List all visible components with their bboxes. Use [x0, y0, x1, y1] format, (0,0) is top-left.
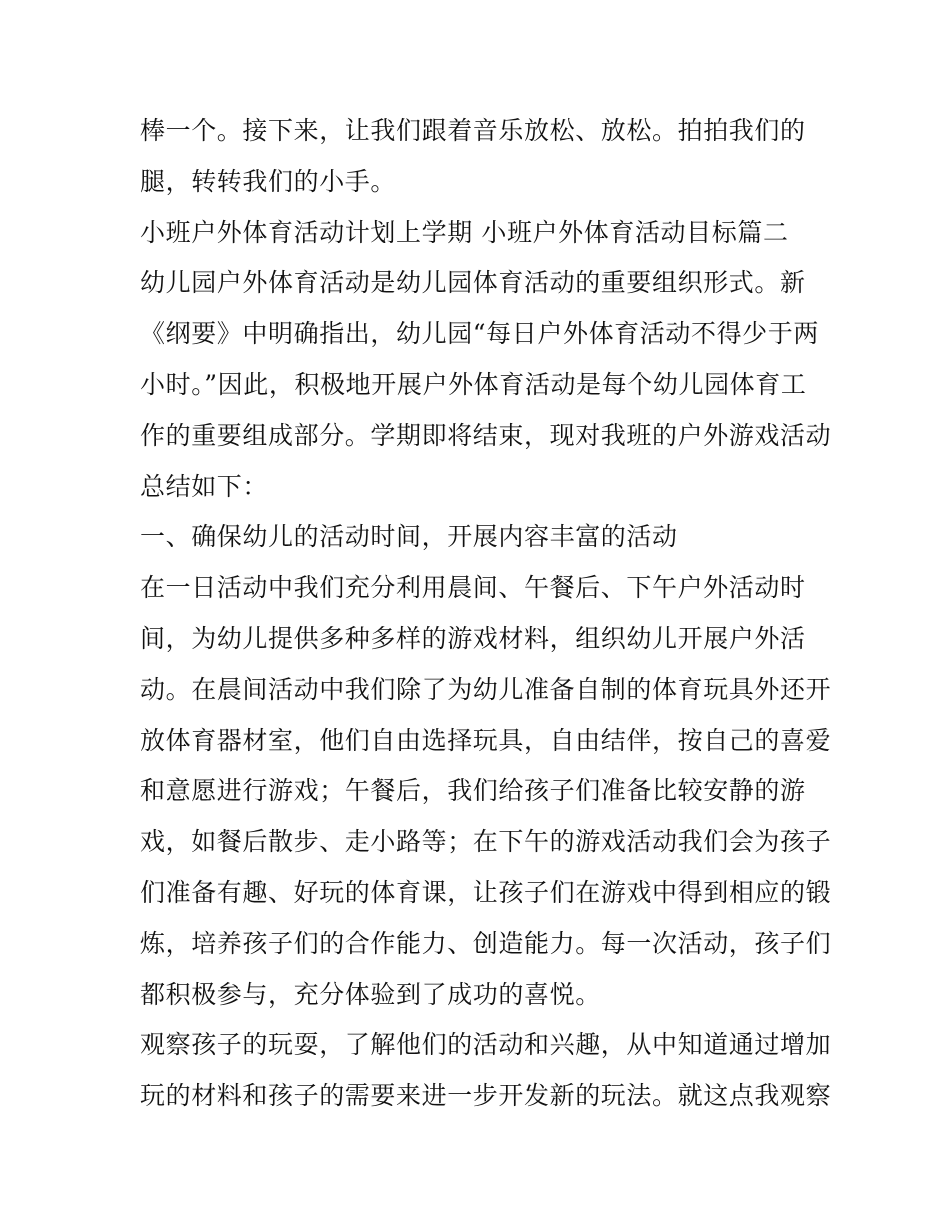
text-line: 幼儿园户外体育活动是幼儿园体育活动的重要组织形式。新: [140, 268, 806, 298]
text-line: 动。在晨间活动中我们除了为幼儿准备自制的体育玩具外还开: [140, 674, 832, 704]
text-line: 在一日活动中我们充分利用晨间、午餐后、下午户外活动时: [140, 573, 806, 603]
text-line: 腿，转转我们的小手。: [140, 166, 397, 196]
document-body: [140, 106, 832, 1122]
text-line: 《纲要》中明确指出，幼儿园“每日户外体育活动不得少于两: [140, 319, 819, 349]
text-line: 都积极参与，充分体验到了成功的喜悦。: [140, 979, 601, 1009]
text-line: 和意愿进行游戏；午餐后，我们给孩子们准备比较安静的游: [140, 776, 806, 806]
text-line: 炼，培养孩子们的合作能力、创造能力。每一次活动，孩子们: [140, 928, 832, 958]
text-line: 总结如下：: [140, 471, 269, 501]
text-line: 作的重要组成部分。学期即将结束，现对我班的户外游戏活动: [140, 420, 832, 450]
text-line: 戏，如餐后散步、走小路等；在下午的游戏活动我们会为孩子: [140, 827, 832, 857]
text-line: 们准备有趣、好玩的体育课，让孩子们在游戏中得到相应的锻: [140, 877, 832, 907]
text-line: 玩的材料和孩子的需要来进一步开发新的玩法。就这点我观察: [140, 1081, 832, 1111]
subheading: 一、确保幼儿的活动时间，开展内容丰富的活动: [140, 522, 678, 552]
text-line: 放体育器材室，他们自由选择玩具，自由结伴，按自己的喜爱: [140, 725, 832, 755]
section-heading: 小班户外体育活动计划上学期 小班户外体育活动目标篇二: [140, 217, 789, 247]
text-line: 间，为幼儿提供多种多样的游戏材料，组织幼儿开展户外活: [140, 623, 806, 653]
text-line: 棒一个。接下来，让我们跟着音乐放松、放松。拍拍我们的: [140, 116, 806, 145]
text-line: 小时。”因此，积极地开展户外体育活动是每个幼儿园体育工: [140, 369, 807, 399]
text-line: 观察孩子的玩耍，了解他们的活动和兴趣，从中知道通过增加: [140, 1030, 832, 1060]
